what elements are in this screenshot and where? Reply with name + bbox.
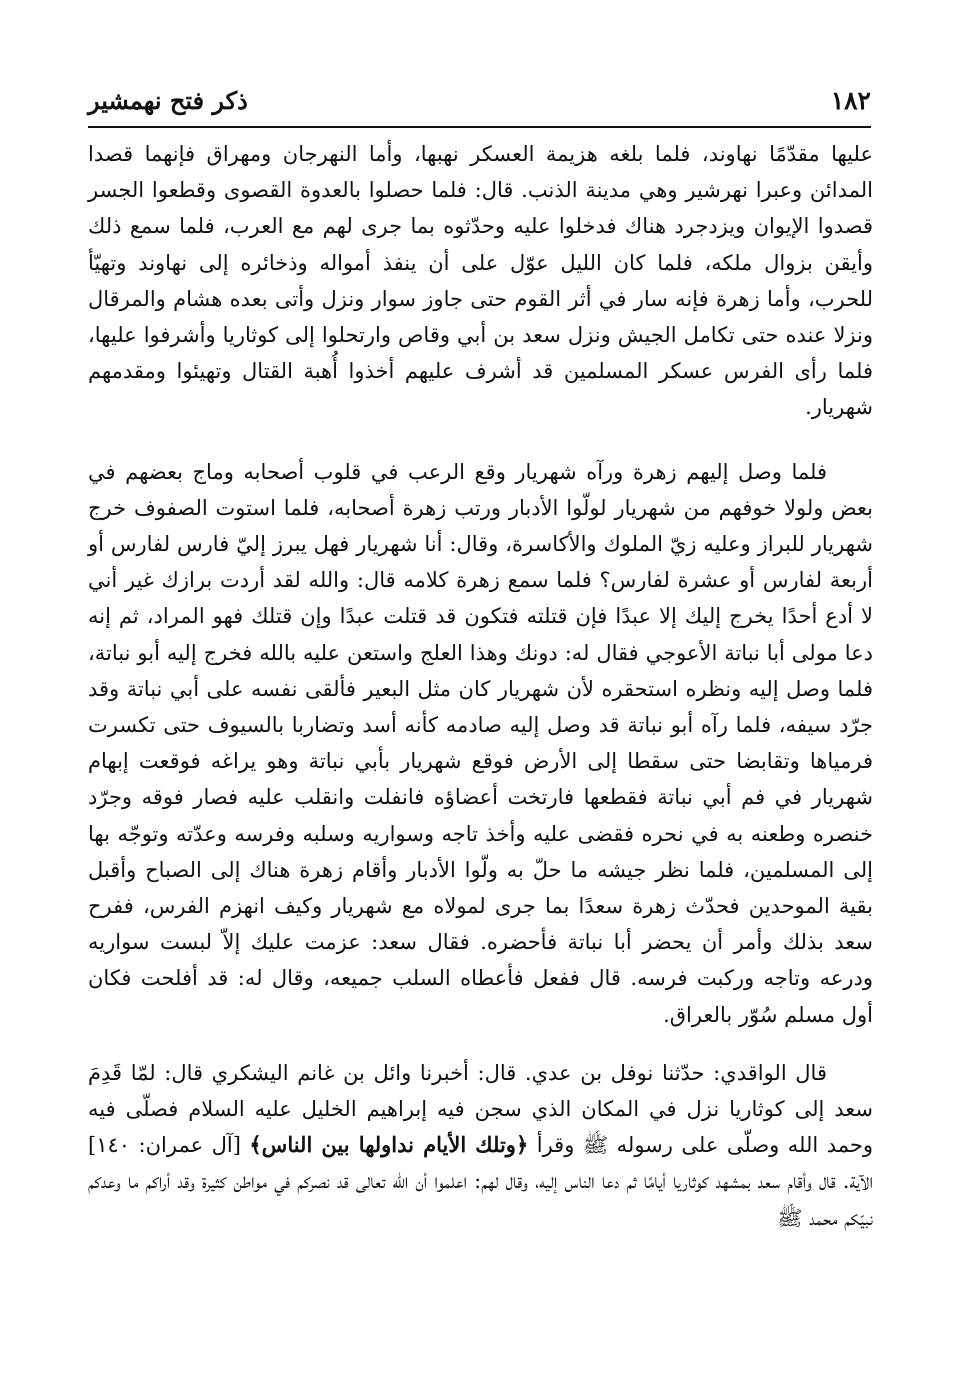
page-number: ١٨٢ bbox=[830, 86, 871, 115]
paragraph-2: فلما وصل إليهم زهرة ورآه شهريار وقع الرعب في قلوب أصحابه وماج بعضهم في بعض ولولا خوفهم من شهريار لولّوا الأدبار ورتب زهرة أصحابه، فلما استوت الصفوف خرج شهريار للبراز وعليه زيّ الملوك والأكاسرة، وقال: أنا شهريار فهل يبرز إليّ فارس لفارس أو أربعة لفارس أو عشرة لفارس؟ فلما سمع زهرة كلامه قال: والله لقد أردت برازك غير أني لا أدع أحدًا يخرج إليك إلا عبدًا فإن قتلته فتكون قد قتلت عبدًا وإن قتلك فهو المراد، ثم إنه دعا مولى أبا نباتة الأعوجي فقال له: دونك وهذا العلج واستعن عليه بالله فخرج إليه أبو نباتة، فلما وصل إليه ونظره استحقره لأن شهريار كان مثل البعير فألقى نفسه على أبي نباتة وقد جرّد سيفه، فلما رآه أبو نباتة قد وصل إليه صادمه كأنه أسد وتضاربا بالسيوف حتى تكسرت فرمياها وتقابضا حتى سقطا إلى الأرض فوقع شهريار بأبي نباتة وهو يراغه فوقعت إبهام شهريار في فم أبي نباتة فقطعها فارتخت أعضاؤه فانفلت وانقلب عليه فصار فوقه وجرّد خنصره وطعنه به في نحره فقضى عليه وأخذ تاجه وسواريه وسلبه وفرسه وعدّته وتوجّه بها إلى المسلمين، فلما نظر جيشه ما حلّ به ولّوا الأدبار وأقام زهرة هناك إلى الصباح وأقبل بقية الموحدين فحدّث زهرة سعدًا بما جرى لمولاه مع شهريار وكيف انهزم الفرس، ففرح سعد بذلك وأمر أن يحضر أبا نباتة فأحضره. فقال سعد: عزمت عليك إلاّ لبست سواريه ودرعه وتاجه وركبت فرسه. قال ففعل فأعطاه السلب جميعه، وقال له: قد أفلحت فكان أول مسلم سُوّر بالعراق. bbox=[88, 459, 873, 1027]
running-title: ذكر فتح نهمشير bbox=[88, 86, 248, 115]
quran-verse: ﴿وتلك الأيام نداولها بين الناس﴾ bbox=[249, 1132, 529, 1158]
page-body bbox=[88, 136, 873, 1236]
paragraph-1: عليها مقدّمًا نهاوند، فلما بلغه هزيمة العسكر نهبها، وأما النهرجان ومهراق فإنهما قصدا المدائن وعبرا نهرشير وهي مدينة الذنب. قال: فلما حصلوا بالعدوة القصوى وقطعوا الجسر قصدوا الإيوان ويزدجرد هناك فدخلوا عليه وحدّثوه بما جرى لهم مع العرب، فلما سمع ذلك وأيقن بزوال ملكه، فلما كان الليل عوّل على أن ينفذ أمواله وذخائره إلى نهاوند وتهيّأ للحرب، وأما زهرة فإنه سار في أثر القوم حتى جاوز سوار ونزل وأتى بعده هشام والمرقال ونزلا عنده حتى تكامل الجيش ونزل سعد بن أبي وقاص وارتحلوا إلى كوثاريا وأشرفوا عليها، فلما رأى الفرس عسكر المسلمين قد أشرف عليهم أخذوا أُهبة القتال وتهيئوا ومقدمهم شهريار. bbox=[88, 142, 873, 420]
paragraph-3 bbox=[88, 1055, 873, 1236]
header-rule bbox=[88, 126, 871, 128]
paragraph-3-text-before: قال الواقدي: حدّثنا نوفل بن عدي. قال: أخبرنا وائل بن غانم اليشكري قال: لمّا قَدِمَ سعد إلى كوثاريا نزل في المكان الذي سجن فيه إبراهيم الخليل عليه السلام فصلّى فيه وحمد الله وصلّى على رسوله ﷺ وقرأ bbox=[88, 1060, 873, 1158]
paragraph-3-text-after: [آل عمران: ١٤٠] الآية. قال وأقام سعد بمشهد كوثاريا أيامًا ثم دعا الناس إليه، وقال لهم: اعلموا أن الله تعالى قد نصركم في مواطن كثيرة وقد أراكم ما وعدكم نبيّكم محمد ﷺ bbox=[88, 1133, 873, 1230]
page-header bbox=[88, 84, 871, 124]
